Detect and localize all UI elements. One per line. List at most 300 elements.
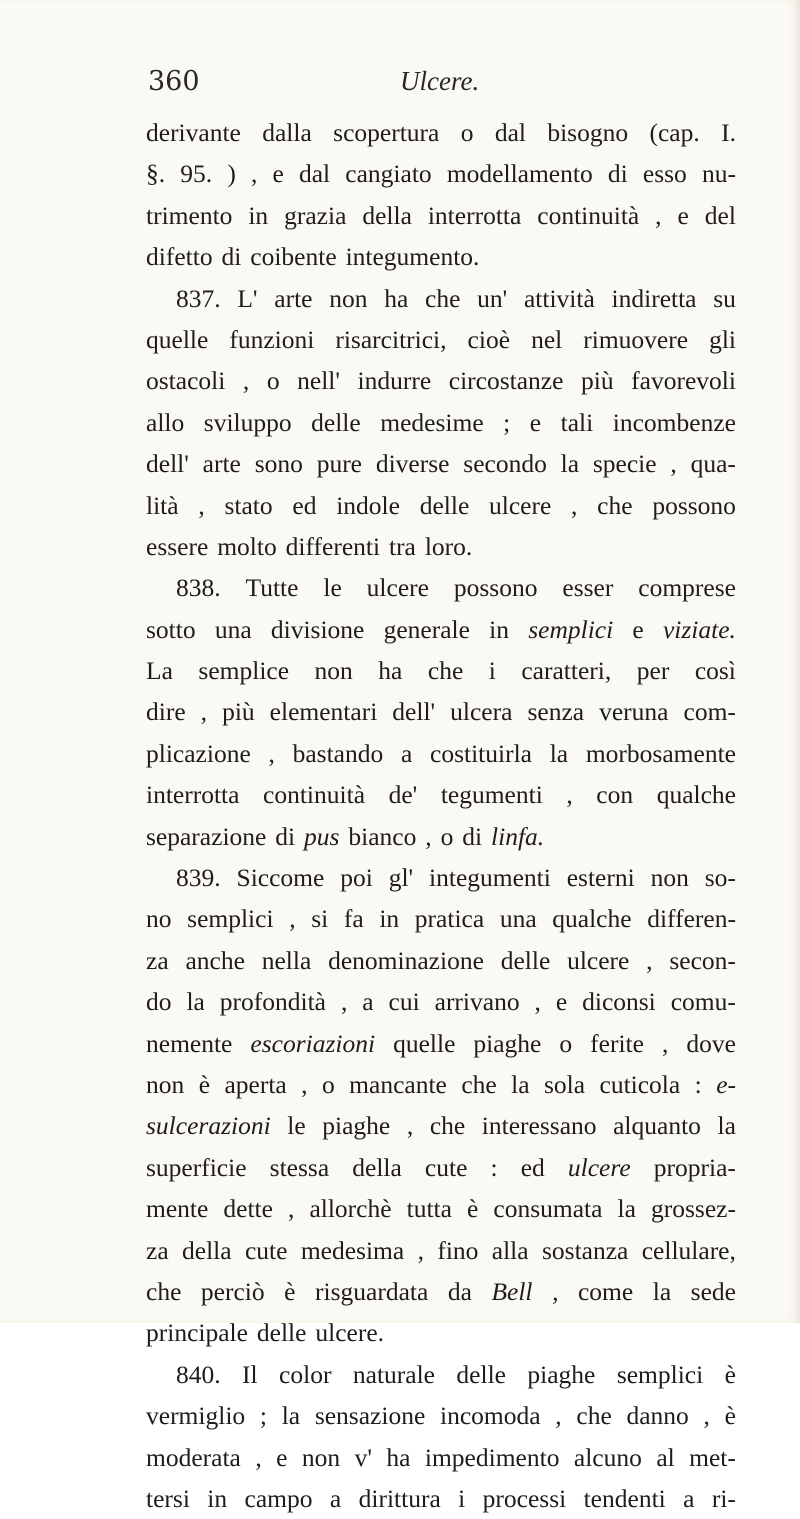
- word: ,: [555, 1401, 562, 1431]
- word: grossez-: [651, 1194, 736, 1224]
- word: alquanto: [613, 1111, 701, 1141]
- word: qualche: [552, 904, 632, 934]
- word: trimento: [146, 200, 233, 230]
- word: esso: [642, 159, 687, 189]
- word: e: [555, 987, 568, 1017]
- word: caratteri,: [521, 656, 612, 686]
- word: indole: [336, 490, 400, 520]
- word: alla: [491, 1235, 529, 1265]
- word: mente: [146, 1194, 209, 1224]
- word: ,: [417, 1235, 424, 1265]
- word: da: [447, 1276, 472, 1306]
- text-line: [146, 1188, 736, 1229]
- word: morbosamente: [585, 738, 736, 768]
- page-number: 360: [148, 66, 200, 97]
- word: e: [272, 159, 284, 189]
- word: ed: [520, 1152, 545, 1182]
- word: aperta: [224, 1069, 287, 1099]
- word: che: [429, 1111, 466, 1141]
- word: incombenze: [612, 407, 736, 437]
- word: continuità: [537, 200, 640, 230]
- word: specie: [592, 449, 657, 479]
- word: cuticola: [599, 1069, 681, 1099]
- word: Il: [242, 1359, 258, 1389]
- word: 840.: [176, 1359, 221, 1389]
- word: a: [329, 1483, 342, 1513]
- italic-word: Bell: [491, 1276, 533, 1306]
- word: integumento.: [345, 242, 480, 272]
- word: possono: [652, 490, 736, 520]
- word: le: [323, 573, 342, 603]
- word: 839.: [176, 863, 221, 893]
- word: a: [683, 1483, 695, 1513]
- word: moderata: [146, 1442, 241, 1472]
- word: nel: [531, 324, 563, 354]
- word: allo: [146, 407, 185, 437]
- word: la: [549, 738, 569, 768]
- word: fino: [437, 1235, 479, 1265]
- word: o: [440, 821, 454, 851]
- word: alcuno: [573, 1442, 642, 1472]
- word: superficie: [146, 1152, 247, 1182]
- word: in: [379, 904, 400, 934]
- word: medesime: [380, 407, 484, 437]
- word: ri-: [711, 1483, 736, 1513]
- word: La: [146, 656, 173, 686]
- word: un': [477, 283, 508, 313]
- text-line: [146, 402, 736, 443]
- word: Siccome: [236, 863, 325, 893]
- italic-word: semplici: [528, 614, 614, 644]
- word: grazia: [284, 200, 347, 230]
- text-line: [146, 1478, 736, 1519]
- word: divisione: [270, 614, 365, 644]
- word: differen-: [647, 904, 736, 934]
- word: risarcitrici,: [335, 324, 447, 354]
- word: è: [284, 1276, 296, 1306]
- word: tendenti: [583, 1483, 666, 1513]
- word: gli: [709, 324, 736, 354]
- word: tutta: [406, 1194, 452, 1224]
- word: poi: [340, 863, 373, 893]
- text-line: [146, 153, 736, 194]
- word: si: [311, 904, 329, 934]
- word: o: [460, 118, 474, 147]
- text-line: [146, 733, 736, 774]
- word: propria-: [653, 1152, 736, 1182]
- word: ,: [703, 1401, 710, 1431]
- word: no: [146, 904, 172, 934]
- text-line: [146, 567, 736, 608]
- word: possono: [453, 573, 538, 603]
- word: profondità: [219, 987, 327, 1017]
- word: così: [694, 656, 736, 686]
- word: che: [146, 1276, 182, 1306]
- word: in: [207, 1483, 228, 1513]
- word: con: [596, 780, 634, 810]
- word: sede: [690, 1276, 736, 1306]
- word: ha: [386, 1442, 411, 1472]
- word: ,: [242, 366, 250, 396]
- text-line: [146, 319, 736, 360]
- word: la: [617, 1194, 636, 1224]
- word: è: [724, 1359, 736, 1389]
- word: piaghe: [473, 1028, 542, 1058]
- word: consumata: [493, 1194, 603, 1224]
- word: ): [227, 159, 236, 189]
- word: che: [425, 283, 461, 313]
- word: dalla: [262, 118, 312, 147]
- word: quelle: [146, 324, 209, 354]
- word: modellamento: [446, 159, 593, 189]
- word: ,: [571, 490, 578, 520]
- word: comprese: [638, 573, 736, 603]
- word: arte: [202, 449, 241, 479]
- text-line: [146, 112, 736, 153]
- word: di: [221, 242, 242, 272]
- word: allorchè: [309, 1194, 392, 1224]
- word: di: [275, 821, 296, 851]
- word: comu-: [670, 987, 736, 1017]
- word: nu-: [701, 159, 736, 189]
- word: ,: [340, 987, 348, 1017]
- word: ulcera: [450, 697, 513, 727]
- word: ulcere: [489, 490, 552, 520]
- word: elementari: [269, 697, 378, 727]
- word: ulcere: [366, 573, 429, 603]
- word: delle: [256, 1318, 307, 1348]
- word: medesima: [300, 1235, 405, 1265]
- word: i: [458, 1483, 466, 1513]
- word: ,: [655, 200, 662, 230]
- word: è: [467, 1194, 479, 1224]
- word: de': [388, 780, 418, 810]
- word: fa: [343, 904, 364, 934]
- word: bianco: [348, 821, 417, 851]
- word: tersi: [146, 1483, 190, 1513]
- word: arrivano: [434, 987, 520, 1017]
- word: denominazione: [328, 945, 484, 975]
- word: interrotta: [427, 200, 522, 230]
- word: com-: [683, 697, 736, 727]
- word: perciò: [200, 1276, 265, 1306]
- word: pratica: [414, 904, 485, 934]
- word: ,: [250, 159, 258, 189]
- word: impedimento: [424, 1442, 560, 1472]
- word: separazione: [146, 821, 267, 851]
- word: non: [146, 1069, 185, 1099]
- word: za: [146, 945, 169, 975]
- word: una: [214, 614, 252, 644]
- word: ,: [301, 1069, 308, 1099]
- word: favorevoli: [631, 366, 736, 396]
- word: cui: [388, 987, 420, 1017]
- word: L': [237, 283, 258, 313]
- word: la: [717, 1111, 736, 1141]
- word: cute: [424, 1152, 468, 1182]
- word: la: [652, 1276, 672, 1306]
- word: tegumenti: [440, 780, 543, 810]
- text-line: [146, 443, 736, 484]
- word: piaghe: [322, 1111, 391, 1141]
- italic-word: e-: [716, 1069, 736, 1099]
- word: :: [694, 1069, 702, 1099]
- word: attività: [523, 283, 595, 313]
- word: indurre: [357, 366, 432, 396]
- word: ha: [378, 656, 403, 686]
- word: secon-: [669, 945, 736, 975]
- word: la: [186, 987, 205, 1017]
- word: di: [607, 159, 628, 189]
- text-line: [146, 1354, 736, 1395]
- word: naturale: [352, 1359, 435, 1389]
- word: ,: [670, 449, 677, 479]
- text-line: [146, 236, 736, 277]
- word: a: [400, 738, 413, 768]
- italic-word: pus: [304, 821, 340, 851]
- word: ;: [259, 1401, 267, 1431]
- word: e: [529, 407, 542, 437]
- text-line: [146, 857, 736, 898]
- word: processi: [482, 1483, 567, 1513]
- word: ha: [384, 283, 409, 313]
- word: come: [577, 1276, 634, 1306]
- word: ostacoli: [146, 366, 226, 396]
- word: ulcere: [567, 945, 630, 975]
- word: ,: [255, 1442, 262, 1472]
- word: ed: [292, 490, 317, 520]
- word: campo: [244, 1483, 313, 1513]
- word: diverse: [375, 449, 450, 479]
- word: danno: [626, 1401, 689, 1431]
- word: e: [677, 200, 689, 230]
- word: sono: [254, 449, 303, 479]
- word: è: [198, 1069, 211, 1099]
- running-title: Ulcere.: [400, 66, 480, 96]
- italic-word: ,: [552, 1276, 559, 1306]
- word: cioè: [467, 324, 511, 354]
- word: o: [559, 1028, 573, 1058]
- word: nell': [297, 366, 340, 396]
- text-line: [146, 1395, 736, 1436]
- word: dal: [298, 159, 331, 189]
- word: funzioni: [229, 324, 315, 354]
- word: ,: [200, 697, 208, 727]
- text-line: [146, 1312, 736, 1353]
- word: che: [461, 1069, 497, 1099]
- word: senza: [527, 697, 585, 727]
- word: che: [427, 656, 464, 686]
- word: dove: [686, 1028, 736, 1058]
- italic-word: linfa.: [491, 821, 545, 851]
- word: ,: [288, 1194, 295, 1224]
- word: piaghe: [527, 1359, 596, 1389]
- word: al: [656, 1442, 675, 1472]
- text-line: [146, 1437, 736, 1478]
- word: la: [511, 1069, 530, 1099]
- word: quelle: [393, 1028, 456, 1058]
- word: una: [499, 904, 537, 934]
- word: so-: [704, 863, 736, 893]
- text-line: [146, 609, 736, 650]
- text-line: [146, 278, 736, 319]
- word: principale: [146, 1318, 248, 1348]
- word: delle: [311, 407, 361, 437]
- word: dette: [223, 1194, 273, 1224]
- word: di: [462, 821, 483, 851]
- text-line: [146, 1271, 736, 1312]
- word: ,: [406, 1111, 414, 1141]
- italic-word: viziate.: [662, 614, 736, 644]
- word: differenti: [285, 531, 381, 561]
- word: circostanze: [448, 366, 564, 396]
- word: interrotta: [146, 780, 240, 810]
- word: diconsi: [582, 987, 656, 1017]
- word: integumenti: [429, 863, 551, 893]
- word: bisogno: [547, 118, 629, 147]
- word: mancante: [349, 1069, 447, 1099]
- word: nemente: [146, 1028, 233, 1058]
- word: dirittura: [358, 1483, 441, 1513]
- word: do: [146, 987, 172, 1017]
- word: semplice: [198, 656, 290, 686]
- word: loro.: [424, 531, 473, 561]
- word: non: [314, 656, 353, 686]
- word: za: [146, 1235, 169, 1265]
- word: cangiato: [345, 159, 432, 189]
- word: in: [248, 200, 269, 230]
- text-line: [146, 650, 736, 691]
- word: :: [490, 1152, 498, 1182]
- word: ulcere.: [315, 1318, 385, 1348]
- word: ,: [289, 904, 296, 934]
- word: nella: [261, 945, 312, 975]
- word: dell': [392, 697, 436, 727]
- word: 838.: [176, 573, 221, 603]
- text-line: [146, 1147, 736, 1188]
- word: dire: [146, 697, 186, 727]
- word: molto: [217, 531, 277, 561]
- word: ,: [425, 821, 432, 851]
- word: cute: [244, 1235, 288, 1265]
- text-line: [146, 1105, 736, 1146]
- word: delle: [419, 490, 470, 520]
- word: met-: [689, 1442, 736, 1472]
- word: v': [354, 1442, 372, 1472]
- word: non: [301, 1442, 341, 1472]
- word: qualche: [656, 780, 736, 810]
- word: semplici: [187, 904, 274, 934]
- word: sviluppo: [203, 407, 292, 437]
- word: color: [279, 1359, 332, 1389]
- word: interessano: [481, 1111, 597, 1141]
- text-line: [146, 1230, 736, 1271]
- word: 95.: [180, 159, 213, 189]
- word: che: [576, 1401, 612, 1431]
- word: e: [632, 614, 644, 644]
- word: o: [266, 366, 280, 396]
- word: tra: [388, 531, 416, 561]
- word: tali: [560, 407, 594, 437]
- word: non: [650, 863, 689, 893]
- word: stato: [224, 490, 273, 520]
- word: e: [276, 1442, 288, 1472]
- word: esser: [562, 573, 614, 603]
- word: sostanza: [541, 1235, 629, 1265]
- word: difetto: [146, 242, 213, 272]
- word: ,: [566, 780, 573, 810]
- word: su: [713, 283, 736, 313]
- body-text: [146, 112, 736, 1519]
- word: stessa: [269, 1152, 330, 1182]
- word: risguardata: [315, 1276, 429, 1306]
- word: dal: [494, 118, 526, 147]
- word: arte: [274, 283, 313, 313]
- word: delle: [456, 1359, 506, 1389]
- word: anche: [185, 945, 245, 975]
- word: gl': [388, 863, 414, 893]
- word: che: [597, 490, 633, 520]
- word: lità: [146, 490, 179, 520]
- word: indiretta: [611, 283, 697, 313]
- word: Tutte: [245, 573, 299, 603]
- word: della: [182, 1235, 232, 1265]
- text-line: [146, 940, 736, 981]
- word: generale: [383, 614, 470, 644]
- word: a: [362, 987, 374, 1017]
- word: bastando: [292, 738, 384, 768]
- word: incomoda: [440, 1401, 541, 1431]
- italic-word: sulcerazioni: [146, 1111, 271, 1141]
- word: pure: [316, 449, 362, 479]
- word: continuità: [263, 780, 366, 810]
- italic-word: ulcere: [567, 1152, 631, 1182]
- text-line: [146, 1023, 736, 1064]
- page-header: [148, 66, 728, 106]
- text-line: [146, 485, 736, 526]
- word: è: [724, 1401, 736, 1431]
- word: della: [362, 200, 412, 230]
- text-line: [146, 1064, 736, 1105]
- word: rimuovere: [583, 324, 689, 354]
- word: in: [489, 614, 509, 644]
- word: ,: [268, 738, 275, 768]
- text-line: [146, 816, 736, 857]
- text-line: [146, 981, 736, 1022]
- word: non: [329, 283, 368, 313]
- italic-word: escoriazioni: [250, 1028, 376, 1058]
- word: essere: [146, 531, 209, 561]
- word: per: [636, 656, 670, 686]
- word: o: [321, 1069, 335, 1099]
- word: ferite: [590, 1028, 644, 1058]
- word: ,: [661, 1028, 669, 1058]
- word: plicazione: [146, 738, 251, 768]
- word: secondo: [463, 449, 547, 479]
- word: costituirla: [430, 738, 532, 768]
- word: dell': [146, 449, 189, 479]
- word: sotto: [146, 614, 196, 644]
- text-line: [146, 195, 736, 236]
- word: ;: [503, 407, 511, 437]
- word: scopertura: [333, 118, 440, 147]
- word: (cap.: [649, 118, 700, 147]
- word: la: [281, 1401, 301, 1431]
- word: coibente: [250, 242, 337, 272]
- word: 837.: [176, 283, 221, 313]
- word: vermiglio: [146, 1401, 246, 1431]
- word: delle: [500, 945, 551, 975]
